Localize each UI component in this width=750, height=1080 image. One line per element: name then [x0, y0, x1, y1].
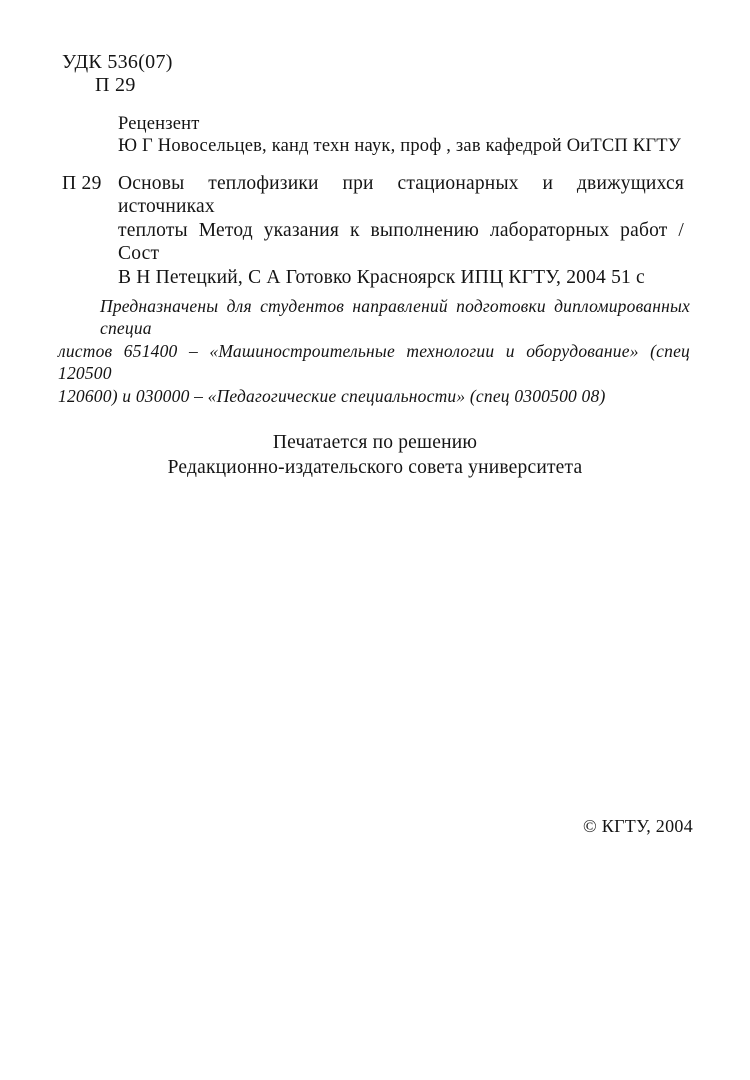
reviewer-name: Ю Г Новосельцев, канд техн наук, проф , зав кафедрой ОиТСП КГТУ: [118, 136, 682, 156]
annotation-line: Предназначены для студентов направлений подготовки дипломированных специа: [100, 296, 690, 339]
annotation-line: 120600) и 030000 – «Педагогические специальности» (спец 0300500 08): [58, 385, 606, 406]
annotation-line: листов 651400 – «Машиностроительные технологии и оборудование» (спец 120500: [58, 340, 690, 384]
entry-line: Основы теплофизики при стационарных и движущихся источниках: [118, 173, 684, 218]
annotation: [58, 295, 690, 407]
catalog-entry-label: П 29: [62, 173, 102, 194]
udk-number: УДК 536(07): [62, 51, 173, 73]
entry-line: теплоты Метод указания к выполнению лабораторных работ / Сост: [118, 219, 684, 265]
printing-decision: [0, 430, 750, 480]
reviewer-block: [118, 113, 681, 157]
catalog-entry: [62, 172, 684, 289]
book-code: П 29: [95, 74, 136, 96]
classification-block: [62, 51, 173, 97]
entry-line: В Н Петецкий, С А Готовко Красноярск ИПЦ КГТУ, 2004 51 с: [118, 266, 645, 288]
copyright-notice: © КГТУ, 2004: [583, 816, 693, 836]
reviewer-heading: Рецензент: [118, 114, 200, 134]
decision-line: Редакционно-издательского совета университета: [167, 457, 583, 478]
catalog-entry-text: [118, 172, 684, 289]
decision-line: Печатается по решению: [272, 432, 478, 453]
